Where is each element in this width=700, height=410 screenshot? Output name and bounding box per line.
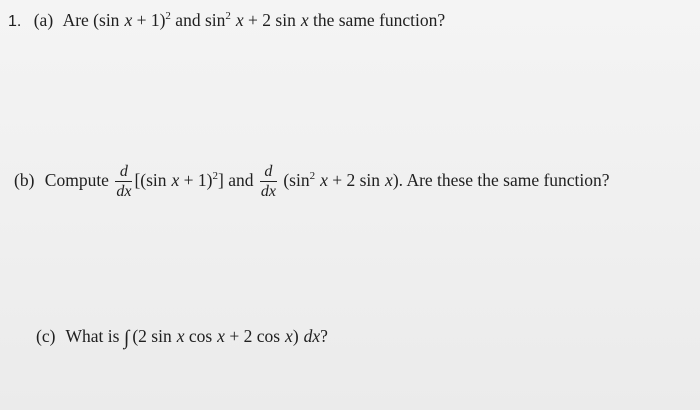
question-b: [14, 163, 610, 200]
problem-number: 1.: [8, 13, 22, 30]
derivative-operator: $\frac{d}{dx}$: [116, 163, 132, 200]
question-a: [8, 12, 445, 30]
part-a-label: (a): [33, 10, 54, 30]
question-c-text: What is ∫ (2 sin x cos x + 2 cos x) dx?: [65, 326, 328, 349]
question-a-text: Are (sin x + 1)$^2$ and $\sin^2 x + 2$ sin x the same function?: [62, 10, 446, 30]
integral-sign: ∫: [123, 327, 130, 349]
question-c: [36, 328, 328, 348]
derivative-operator: $\frac{d}{dx}$: [260, 163, 276, 200]
part-b-label: (b): [14, 169, 35, 190]
question-b-text: Compute $\frac{d}{dx}$ [(sin x + 1)$^2$] and $\frac{d}{dx}$ ($\sin^2$ x + 2 sin x). Are these the same function?: [44, 163, 610, 200]
part-c-label: (c): [36, 326, 56, 346]
